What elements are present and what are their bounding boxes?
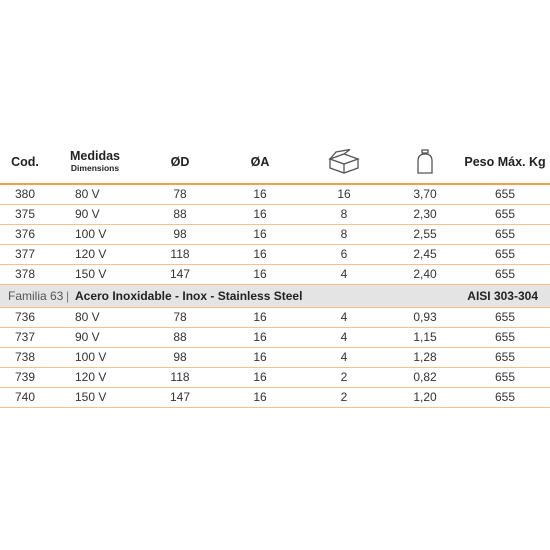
cell-weight: 3,70: [413, 187, 437, 201]
cell-medida: [55, 388, 135, 407]
cell-od: 118: [170, 370, 190, 384]
cell-medida: [55, 308, 135, 327]
cell-oa: 16: [253, 350, 267, 364]
cell-weight: 2,30: [413, 207, 437, 221]
cell-max-kg: 655: [494, 227, 516, 241]
cell-oa: 16: [253, 330, 267, 344]
cell-oa: 16: [253, 390, 267, 404]
cell-qty: 4: [340, 310, 348, 324]
cell-qty: 4: [340, 350, 348, 364]
cell-code: 740: [14, 390, 36, 404]
group-b-rows: [0, 308, 550, 408]
header-od: ØD: [170, 154, 190, 169]
cell-max-kg: 655: [494, 370, 516, 384]
header-dimensions-label: Dimensions: [70, 162, 120, 173]
cell-weight: 2,40: [413, 267, 437, 281]
table-row: [0, 205, 550, 225]
cell-od: 98: [173, 350, 187, 364]
family-separator: |: [66, 289, 70, 303]
cell-oa: 16: [253, 370, 267, 384]
table-row: [0, 185, 550, 205]
cell-qty: 6: [340, 247, 348, 261]
cell-weight: 0,93: [413, 310, 437, 324]
table-row: [0, 388, 550, 408]
cell-medida: [55, 205, 135, 224]
cell-medida: [55, 265, 135, 284]
table-row: [0, 348, 550, 368]
header-medidas: [55, 140, 135, 183]
cell-medida: [55, 225, 135, 244]
cell-medida: [55, 328, 135, 347]
cell-weight: 1,20: [413, 390, 437, 404]
table-row: [0, 265, 550, 285]
cell-qty: 4: [340, 267, 348, 281]
table-row: [0, 328, 550, 348]
table-header: [0, 140, 550, 185]
cell-max-kg: 655: [494, 390, 516, 404]
cell-qty: 16: [337, 187, 351, 201]
header-peso: Peso Máx. Kg: [464, 154, 546, 169]
cell-oa: 16: [253, 247, 267, 261]
cell-code: 378: [14, 267, 36, 281]
cell-qty: 2: [340, 370, 348, 384]
cell-medida: [55, 368, 135, 387]
cell-medida-text: 90 V: [75, 207, 100, 221]
header-oa: ØA: [250, 154, 270, 169]
cell-medida-text: 100 V: [75, 227, 107, 241]
header-medidas-label: Medidas: [69, 148, 120, 163]
cell-weight: 2,45: [413, 247, 437, 261]
cell-medida-text: 150 V: [75, 390, 107, 404]
cell-od: 88: [173, 330, 187, 344]
cell-code: 376: [14, 227, 36, 241]
family-band: [0, 285, 550, 308]
family-spec: AISI 303-304: [467, 289, 538, 303]
cell-medida-text: 80 V: [75, 187, 100, 201]
cell-max-kg: 655: [494, 187, 516, 201]
cell-qty: 4: [340, 330, 348, 344]
cell-od: 78: [173, 187, 187, 201]
family-material: Acero Inoxidable - Inox - Stainless Steel: [75, 289, 303, 303]
cell-qty: 8: [340, 207, 348, 221]
cell-code: 375: [14, 207, 36, 221]
cell-oa: 16: [253, 310, 267, 324]
table-row: [0, 368, 550, 388]
cell-od: 147: [169, 267, 191, 281]
cell-medida: [55, 245, 135, 264]
header-code: Cod.: [11, 154, 39, 169]
table-row: [0, 308, 550, 328]
cell-oa: 16: [253, 227, 267, 241]
cell-code: 377: [14, 247, 36, 261]
box-icon: [318, 140, 370, 183]
cell-code: 737: [14, 330, 36, 344]
cell-code: 736: [14, 310, 36, 324]
cell-weight: 0,82: [413, 370, 437, 384]
cell-qty: 2: [340, 390, 348, 404]
cell-oa: 16: [253, 187, 267, 201]
cell-code: 739: [14, 370, 36, 384]
cell-max-kg: 655: [494, 267, 516, 281]
cell-medida-text: 90 V: [75, 330, 100, 344]
cell-oa: 16: [253, 267, 267, 281]
family-label: Familia 63: [8, 289, 64, 303]
cell-oa: 16: [253, 207, 267, 221]
cell-medida-text: 150 V: [75, 267, 107, 281]
cell-od: 147: [169, 390, 191, 404]
cell-weight: 1,15: [413, 330, 437, 344]
cell-max-kg: 655: [494, 310, 516, 324]
cell-medida-text: 80 V: [75, 310, 100, 324]
cell-weight: 1,28: [413, 350, 437, 364]
cell-medida-text: 120 V: [75, 247, 107, 261]
weight-icon: [395, 140, 455, 183]
cell-medida: [55, 348, 135, 367]
cell-weight: 2,55: [413, 227, 437, 241]
cell-code: 380: [14, 187, 36, 201]
cell-max-kg: 655: [494, 207, 516, 221]
cell-od: 88: [173, 207, 187, 221]
group-a-rows: [0, 185, 550, 285]
cell-od: 118: [170, 247, 190, 261]
table-row: [0, 225, 550, 245]
cell-medida-text: 100 V: [75, 350, 107, 364]
cell-max-kg: 655: [494, 350, 516, 364]
cell-od: 78: [173, 310, 187, 324]
table-row: [0, 245, 550, 265]
cell-od: 98: [173, 227, 187, 241]
cell-max-kg: 655: [494, 330, 516, 344]
cell-code: 738: [14, 350, 36, 364]
spec-table: [0, 140, 550, 408]
cell-medida: [55, 185, 135, 204]
cell-max-kg: 655: [494, 247, 516, 261]
cell-qty: 8: [340, 227, 348, 241]
cell-medida-text: 120 V: [75, 370, 107, 384]
